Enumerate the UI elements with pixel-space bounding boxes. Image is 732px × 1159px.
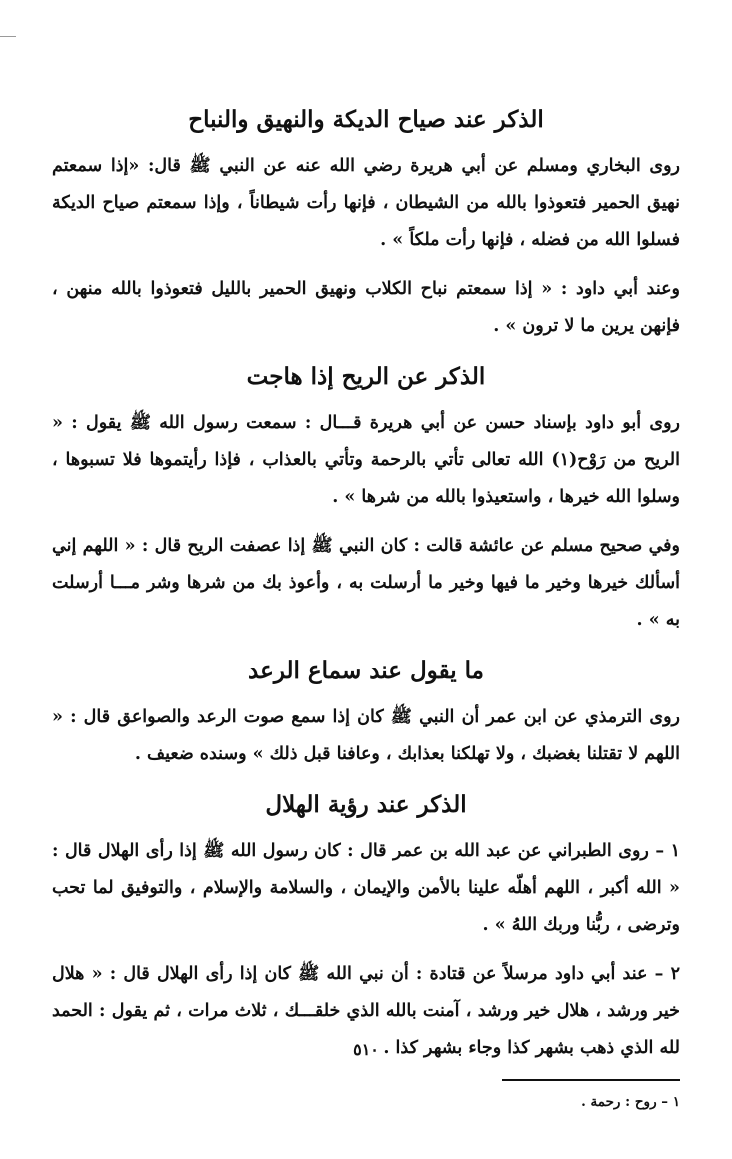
numbered-paragraph: ١ – روى الطبراني عن عبد الله بن عمر قال : كان رسول الله ﷺ إذا رأى الهلال قال : « الله أكبر ، اللهم أهلّه علينا بالأمن والإيمان ، والسلامة والإسلام ، والتوفيق لما تحب وترضى ، ربُّنا وربك اللهُ » .	[52, 841, 680, 935]
section-thunder	[52, 651, 680, 773]
section-heading: ما يقول عند سماع الرعد	[248, 657, 484, 684]
section-heading: الذكر عن الريح إذا هاجت	[246, 363, 486, 390]
paragraph: روى البخاري ومسلم عن أبي هريرة رضي الله عنه عن النبي ﷺ قال: «إذا سمعتم نهيق الحمير فتعوذوا بالله من الشيطان ، فإنها رأت شيطاناً ، وإذا سمعتم صياح الديكة فسلوا الله من فضله ، فإنها رأت ملكاً » .	[52, 156, 680, 250]
paragraph: روى الترمذي عن ابن عمر أن النبي ﷺ كان إذا سمع صوت الرعد والصواعق قال : « اللهم لا تقتلنا بغضبك ، ولا تهلكنا بعذابك ، وعافنا قبل ذلك » وسنده ضعيف .	[52, 707, 680, 764]
paragraph: روى أبو داود بإسناد حسن عن أبي هريرة قـــال : سمعت رسول الله ﷺ يقول : « الريح من رَوْح(١) الله تعالى تأتي بالرحمة وتأتي بالعذاب ، فإذا رأيتموها فلا تسبوها ، وسلوا الله خيرها ، واستعيذوا بالله من شرها » .	[52, 413, 680, 507]
section-crescent-moon	[52, 785, 680, 1067]
page-content	[52, 100, 680, 1113]
paragraph: وعند أبي داود : « إذا سمعتم نباح الكلاب ونهيق الحمير بالليل فتعوذوا بالله منهن ، فإنهن يرين ما لا ترون » .	[52, 279, 680, 336]
paragraph: وفي صحيح مسلم عن عائشة قالت : كان النبي ﷺ إذا عصفت الريح قال : « اللهم إني أسألك خيرها وخير ما فيها وخير ما أرسلت به ، وأعوذ بك من شرها وشر مـــا أرسلت به » .	[52, 536, 680, 630]
numbered-paragraph: ٢ – عند أبي داود مرسلاً عن قتادة : أن نبي الله ﷺ كان إذا رأى الهلال قال : « هلال خير ورشد ، هلال خير ورشد ، آمنت بالله الذي خلقـــك ، ثلاث مرات ، ثم يقول : الحمد لله الذي ذهب بشهر كذا وجاء بشهر كذا .	[52, 964, 680, 1058]
page-edge-mark	[0, 36, 16, 37]
section-heading: الذكر عند صياح الديكة والنهيق والنباح	[188, 106, 544, 133]
section-heading: الذكر عند رؤية الهلال	[265, 791, 467, 818]
footnote: ١ – روح : رحمة .	[581, 1094, 680, 1110]
section-wind	[52, 357, 680, 639]
page-number: ٥١٠	[353, 1040, 379, 1059]
section-roosters-donkeys-dogs	[52, 100, 680, 345]
footnote-divider	[502, 1079, 680, 1081]
